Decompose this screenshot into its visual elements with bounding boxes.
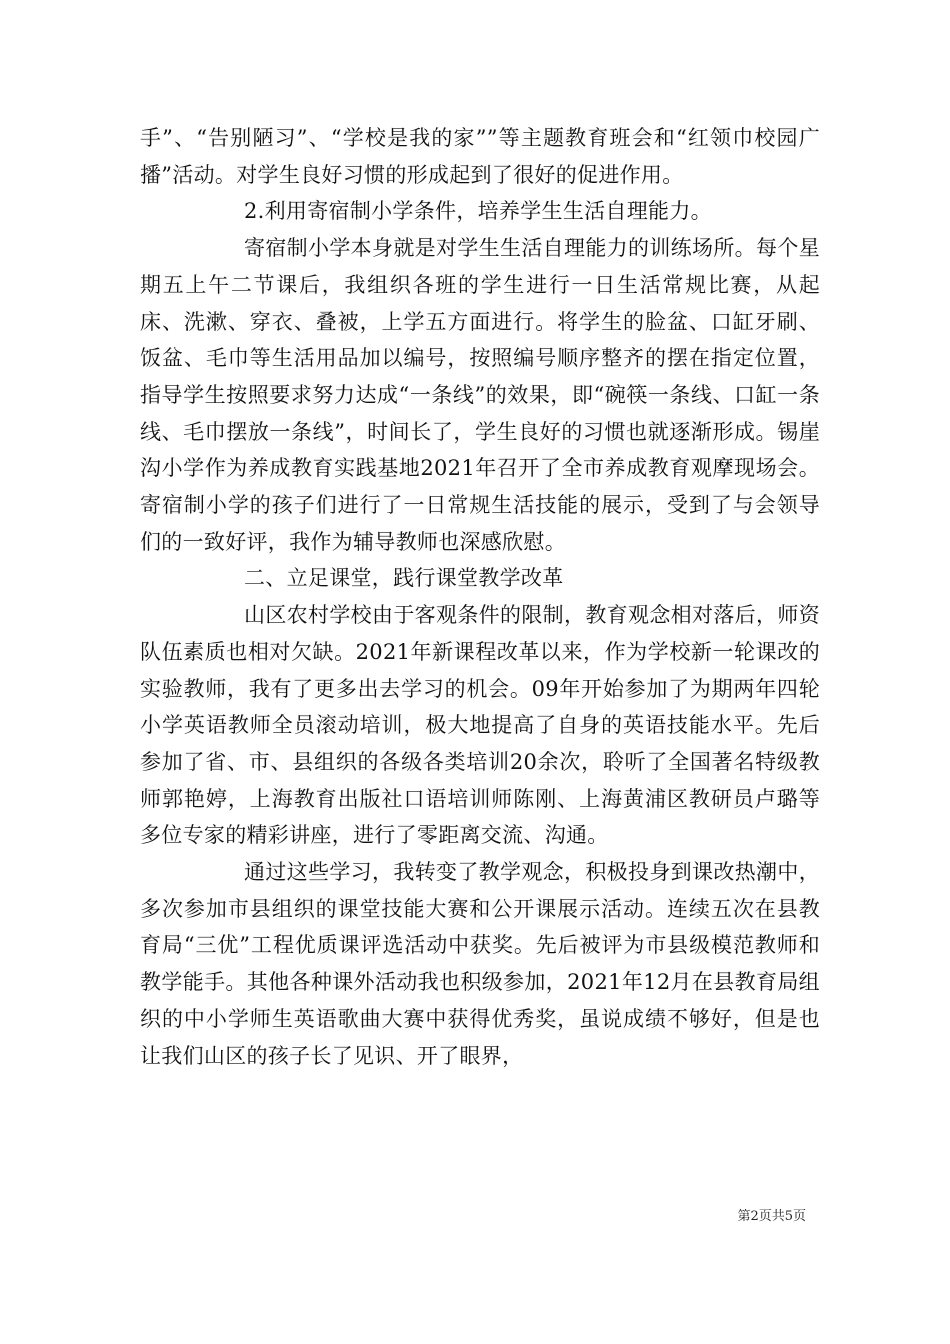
paragraph-5: 山区农村学校由于客观条件的限制，教育观念相对落后，师资队伍素质也相对欠缺。2021年新课程改革以来，作为学校新一轮课改的实验教师，我有了更多出去学习的机会。09年开始参加了为期两年四轮小学英语教师全员滚动培训，极大地提高了自身的英语技能水平。先后参加了省、市、县组织的各级各类培训20余次，聆听了全国著名特级教师郭艳婷，上海教育出版社口语培训师陈刚、上海黄浦区教研员卢璐等多位专家的精彩讲座，进行了零距离交流、沟通。 [140, 603, 820, 848]
paragraph-1: 手”、“告别陋习”、“学校是我的家””等主题教育班会和“红领巾校园广播”活动。对学生良好习惯的形成起到了很好的促进作用。 [140, 126, 820, 187]
paragraph-6: 通过这些学习，我转变了教学观念，积极投身到课改热潮中，多次参加市县组织的课堂技能大赛和公开课展示活动。连续五次在县教育局“三优”工程优质课评选活动中获奖。先后被评为市县级模范教师和教学能手。其他各种课外活动我也积级参加，2021年12月在县教育局组织的中小学师生英语歌曲大赛中获得优秀奖，虽说成绩不够好，但是也让我们山区的孩子长了见识、开了眼界， [140, 860, 820, 1068]
paragraph-3: 寄宿制小学本身就是对学生生活自理能力的训练场所。每个星期五上午二节课后，我组织各班的学生进行一日生活常规比赛，从起床、洗漱、穿衣、叠被，上学五方面进行。将学生的脸盆、口缸牙刷、饭盆、毛巾等生活用品加以编号，按照编号顺序整齐的摆在指定位置，指导学生按照要求努力达成“一条线”的效果，即“碗筷一条线、口缸一条线、毛巾摆放一条线”，时间长了，学生良好的习惯也就逐渐形成。锡崖沟小学作为养成教育实践基地2021年召开了全市养成教育观摩现场会。寄宿制小学的孩子们进行了一日常规生活技能的展示，受到了与会领导们的一致好评，我作为辅导教师也深感欣慰。 [140, 236, 820, 554]
page-number: 第2页共5页 [737, 1209, 806, 1224]
body-text [140, 120, 820, 1074]
section-heading: 二、立足课堂，践行课堂教学改革 [244, 566, 564, 591]
paragraph-2-heading: 2.利用寄宿制小学条件，培养学生生活自理能力。 [244, 199, 712, 224]
